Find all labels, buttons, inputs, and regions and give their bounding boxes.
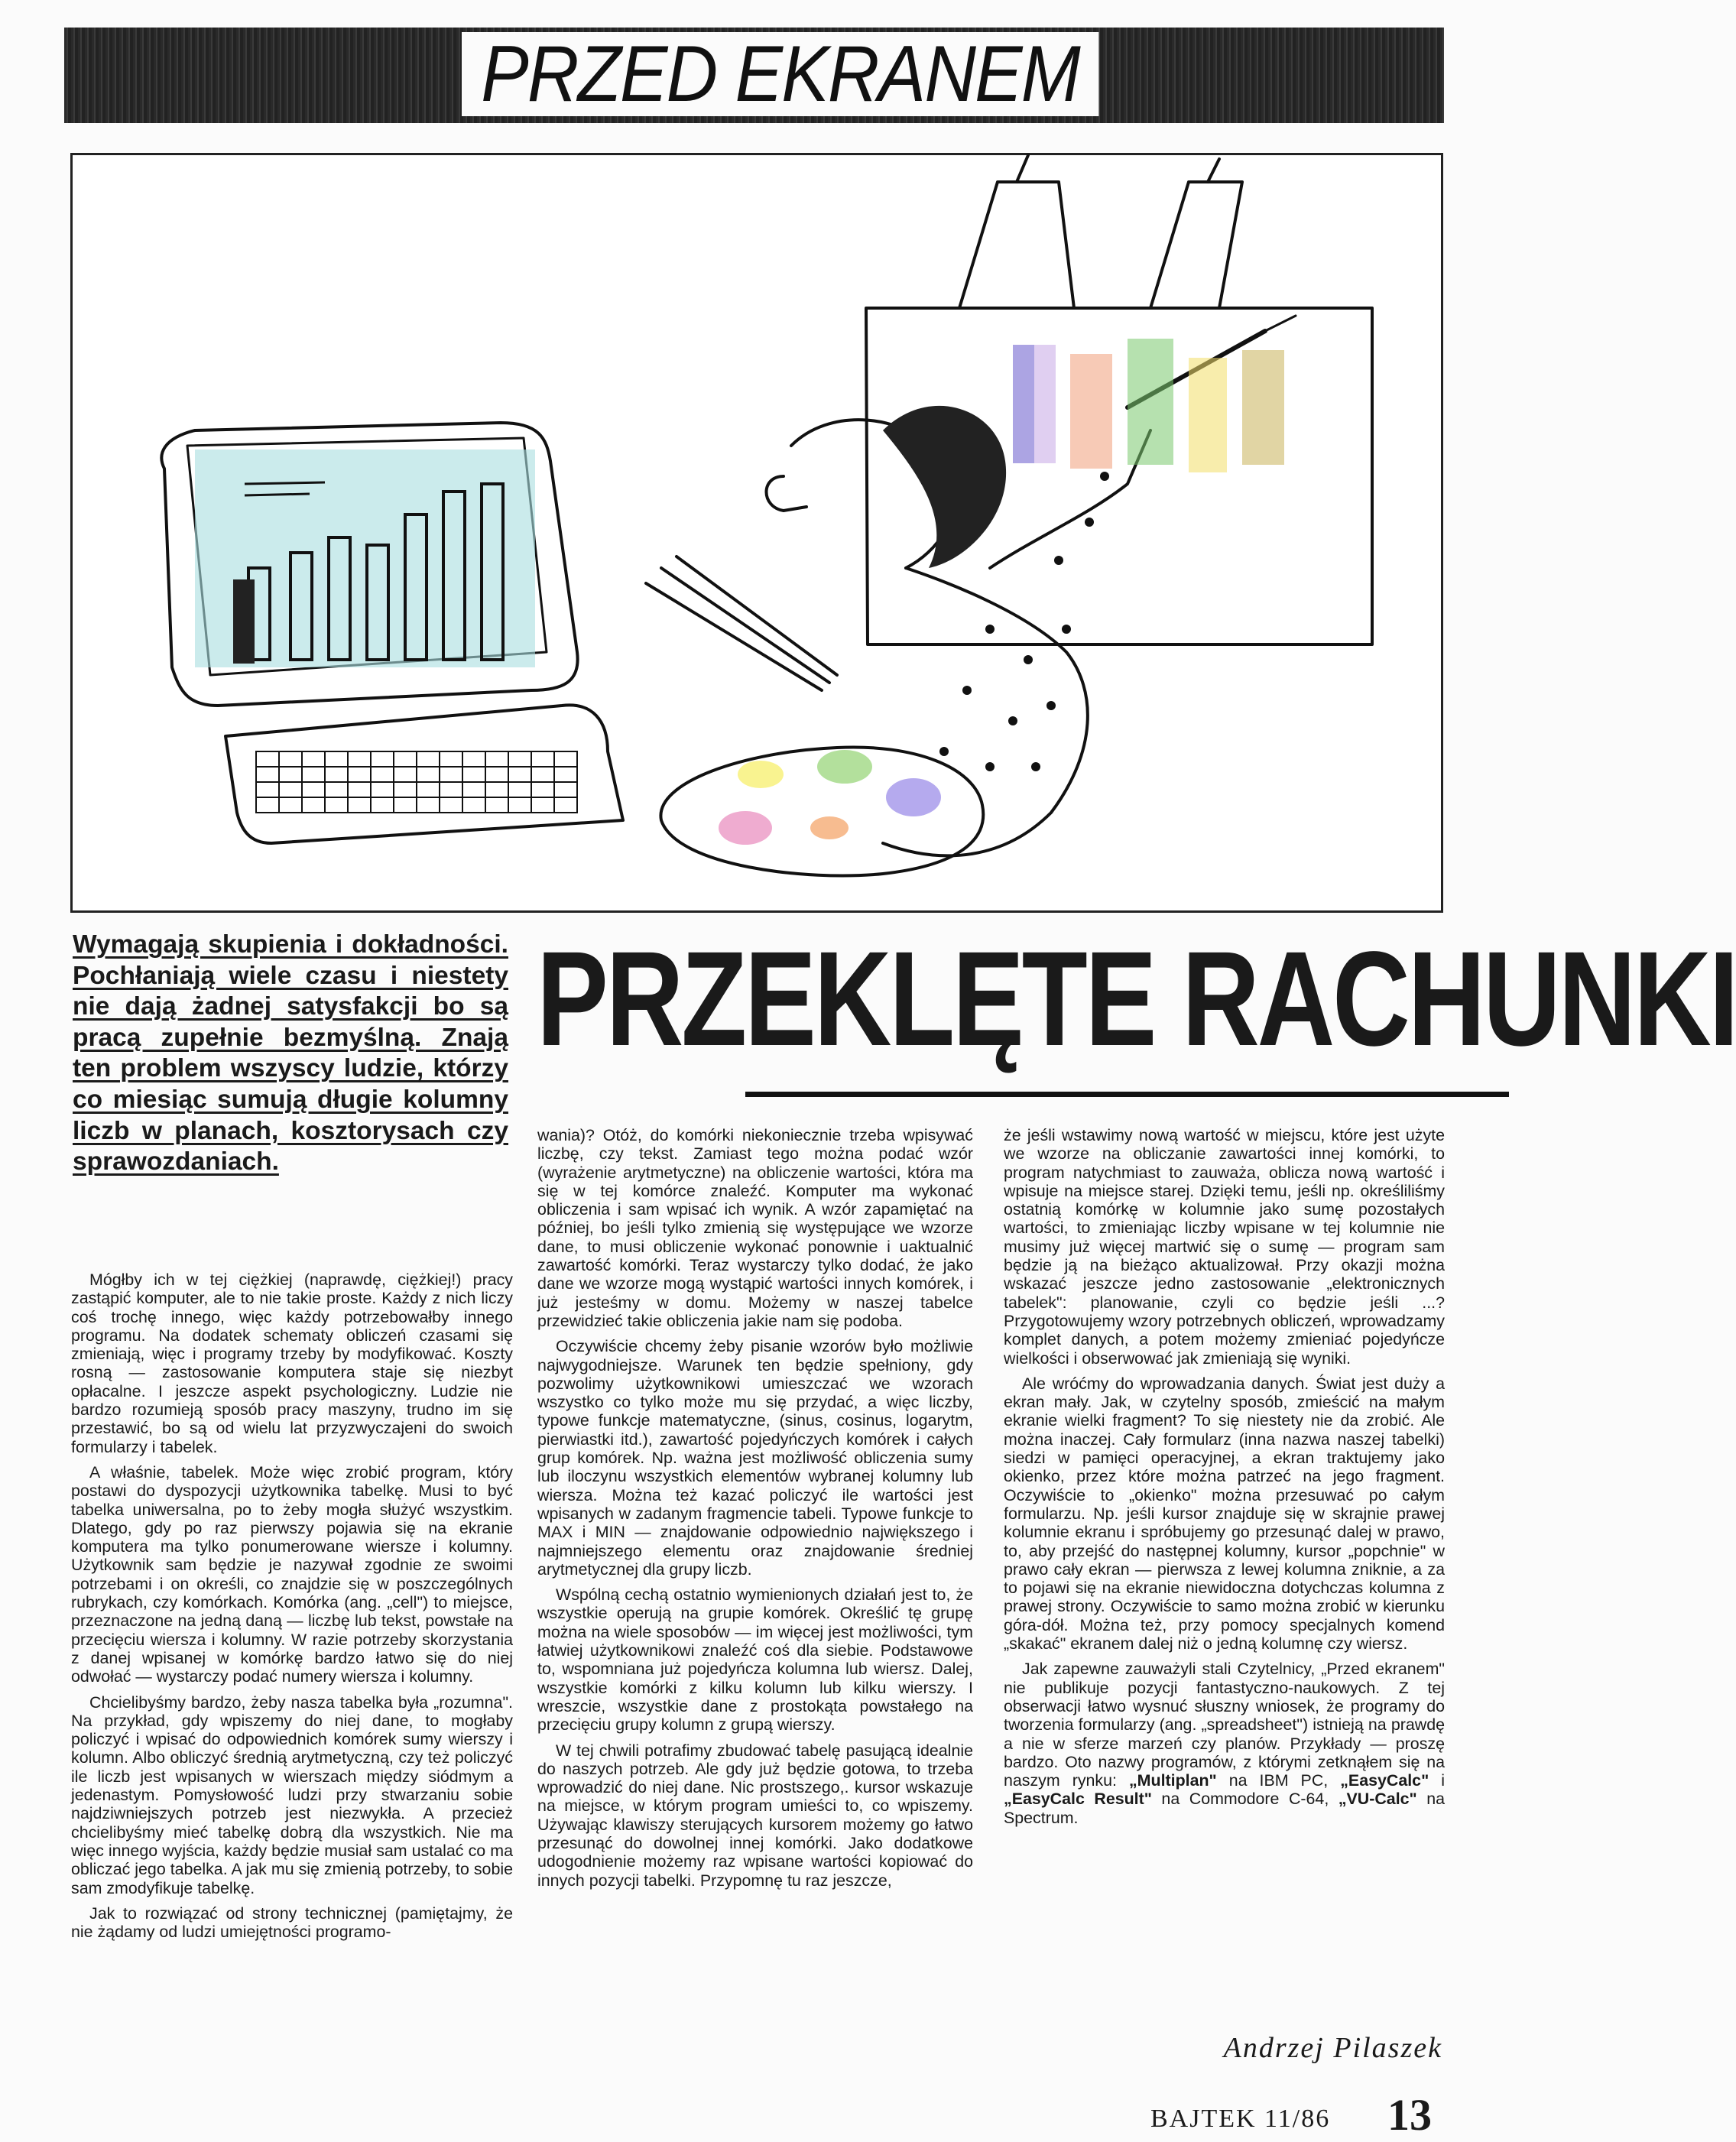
article-headline: PRZEKLĘTE RACHUNKI <box>537 924 1736 1074</box>
program-name: „EasyCalc" <box>1340 1771 1429 1790</box>
lead-paragraph: Wymagają skupienia i dokładności. Pochłaniają wiele czasu i niestety nie dają żadnej satysfakcji bo są pracą zupełnie bezmyślną. Znają ten problem wszyscy ludzie, którzy co miesiąc sumują długie kolumny liczb w planach, kosztorysach czy sprawozdaniach. <box>73 930 508 1176</box>
paragraph: Wspólną cechą ostatnio wymienionych działań jest to, że wszystkie operują na grupie komórek. Określić tę grupę można na wiele sposobów — im więcej jest możliwości, tym łatwiej użytkownikowi znaleźć coś dla siebie. Podstawowe to, wspomniana już pojedyńcza kolumna lub wiersz. Dalej, wszystkie komórki z kilku kolumn lub kilku wierszy. I wreszcie, wszystkie dane z prostokąta powstałego na przecięciu grupy kolumn z grupą wierszy. <box>537 1585 973 1735</box>
illustration-painter-computer <box>70 153 1443 913</box>
paragraph: Jak to rozwiązać od strony technicznej (pamiętajmy, że nie żądamy od ludzi umiejętności programo- <box>71 1903 513 1942</box>
column-2 <box>537 1126 973 1890</box>
headline-rule <box>745 1092 1509 1097</box>
column-3 <box>1004 1126 1445 1827</box>
footer-magazine: BAJTEK 11/86 <box>1150 2105 1331 2133</box>
paragraph: Ale wróćmy do wprowadzania danych. Świat jest duży a ekran mały. Jak, w czytelny sposób, zmieścić na małym ekranie wielki fragment? To się niestety nie da zrobić. Ale można inaczej. Cały formularz (inna nazwa naszej tabelki) siedzi w pamięci operacyjnej, a ekran traktujemy jako okienko, przez które można patrzeć na jego fragment. Oczywiście to „okienko" można przesuwać po całym formularzu. Np. jeśli kursor znajduje się w skrajnie prawej kolumnie ekranu i spróbujemy go przesunąć dalej w prawo, to, aby przejść do następnej kolumny, kursor „popchnie" w prawo cały ekran — pierwsza z lewej kolumna zniknie, a za to pojawi się na ekranie niewidoczna dotychczas kolumna z prawej strony. Oczywiście to samo można zrobić w kierunku góra-dół. Można też, przy pomocy specjalnych komend „skakać" ekranem dalej niż o jedną kolumnę czy wiersz. <box>1004 1374 1445 1654</box>
paragraph: Mógłby ich w tej ciężkiej (naprawdę, ciężkiej!) pracy zastąpić komputer, ale to nie takie proste. Każdy z nich liczy coś trochę innego, więc każdy potrzebowałby innego programu. Na dodatek schematy obliczeń czasami się zmieniają, więc i programy trzeby by modyfikować. Koszty rosną — zastosowanie komputera staje się niezbyt opłacalne. I jeszcze aspekt psychologiczny. Ludzie nie bardzo rozumieją sposób pracy maszyny, trudno im się przestawić, bo są od wielu lat przyzwyczajeni do swoich formularzy i tabelek. <box>71 1271 513 1456</box>
section-title: PRZED EKRANEM <box>462 32 1098 116</box>
program-name: „EasyCalc Result" <box>1004 1790 1152 1809</box>
text-run: Jak zapewne zauważyli stali Czytelnicy, „Przed ekranem" nie publikuje pozycji fantastyczno-naukowych. Z tej obserwacji łatwo wysnuć słuszny wniosek, że programy do tworzenia formularzy (ang. „spreadsheet") istnieją na prawdę a nie w sferze marzeń czy planów. Przykłady — proszę bardzo. Oto nazwy programów, z którymi zetknąłem się na naszym rynku: <box>1004 1660 1445 1790</box>
paragraph: wania)? Otóż, do komórki niekoniecznie trzeba wpisywać liczbę, czy tekst. Zamiast tego można podać wzór (wyrażenie arytmetyczne) na obliczenie wartości, która ma się w tej komórce znaleźć. Komputer ma wykonać obliczenia i sam wpisać ich wynik. A wzór zapamiętać na później, bo jeśli tylko zmienią się występujące we wzorze dane, to musi obliczenie wykonać ponownie i uaktualnić zawartość komórki. Teraz wystarczy tylko dodać, że jako dane we wzorze mogą wystąpić wartości innych komórek, i już jesteśmy w domu. Możemy w naszej tabelce przewidzieć takie obliczenia jakie nam się podoba. <box>537 1126 973 1330</box>
paragraph: A właśnie, tabelek. Może więc zrobić program, który postawi do dyspozycji użytkownika tabelkę. Musi to być tabelka uniwersalna, po to żeby mogła służyć wszystkim. Dlatego, gdy po raz pierwszy pojawia się na ekranie komputera ma tylko ponumerowane wiersze i kolumny. Użytkownik sam będzie je nazywał zgodnie ze swoimi potrzebami i on określi, co znajdzie się w poszczególnych rubrykach, czy komórkach. Komórka (ang. „cell") to miejsce, przeznaczone na jedną daną — liczbę lub tekst, powstałe na przecięciu wiersza i kolumny. W razie potrzeby skorzystania z danej wpisanej w komórkę bardzo łatwo się do niej odwołać — wystarczy podać numery wiersza i kolumny. <box>71 1462 513 1686</box>
paragraph: że jeśli wstawimy nową wartość w miejscu, które jest użyte we wzorze na obliczanie zawartości innej komórki, to program natychmiast to zauważa, oblicza nową wartość i wpisuje na miejsce starej. Dzięki temu, jeśli np. określiliśmy ostatnią komórkę w kolumnie jako sumę pozostałych wartości, to zmieniając liczby wpisane w tej kolumnie nie musimy już więcej martwić się o sumę — program sam będzie ją na bieżąco aktualizował. Przy okazji można wskazać jeszcze jedno zastosowanie „elektronicznych tabelek": planowanie, czyli co będzie jeśli ...? Przygotowujemy wzory potrzebnych obliczeń, wprowadzamy komplet danych, a potem możemy zmieniać pojedyńcze wielkości i obserwować jak zmieniają się wyniki. <box>1004 1126 1445 1368</box>
program-name: „Multiplan" <box>1128 1771 1217 1790</box>
column-1 <box>71 1271 513 1941</box>
paragraph-programs <box>1004 1660 1445 1827</box>
paragraph: Chcielibyśmy bardzo, żeby nasza tabelka była „rozumna". Na przykład, gdy wpiszemy do niej dane, to mogłaby policzyć i wpisać do odpowiednich komórek sumy wierszy i kolumn. Albo obliczyć średnią arytmetyczną, czy też policzyć ile liczb jest wpisanych w wierszach między siódmym a jedenastym. Pomysłowość ludzi przy stwarzaniu sobie najdziwniejszych potrzeb jest niezwykła. A przecież chcielibyśmy mieć tabelkę dobrą dla wszystkich. Nie ma więc innego wyjścia, każdy będzie musiał sam ustalać co ma obliczać jego tabelka. A jak mu się zmienią potrzeby, to sobie sam zmodyfikuje tabelkę. <box>71 1693 513 1897</box>
cartoon-drawing <box>73 155 1441 910</box>
section-banner <box>64 28 1444 123</box>
page-number: 13 <box>1387 2090 1432 2140</box>
text-run: na Commodore C-64, <box>1151 1790 1339 1809</box>
author-signature: Andrzej Pilaszek <box>1223 2032 1442 2064</box>
paragraph: W tej chwili potrafimy zbudować tabelę pasującą idealnie do naszych potrzeb. Ale gdy już będzie gotowa, to trzeba wprowadzić do niej dane. Nic prostszego,. kursor wskazuje na miejsce, w którym program umieści to, co wpiszemy. Używając klawiszy sterujących kursorem możemy go łatwo przesunąć do dowolnej innej komórki. Jako dodatkowe udogodnienie możemy raz wpisane wartości kopiować do innych pozycji tabelki. Przypomnę tu raz jeszcze, <box>537 1741 973 1890</box>
paragraph: Oczywiście chcemy żeby pisanie wzorów było możliwie najwygodniejsze. Warunek ten będzie spełniony, gdy pozwolimy użytkownikowi umieszczać we wzorach wszystko co tylko może mu się przydać, a więc liczby, typowe funkcje matematyczne, (sinus, cosinus, logarytm, pierwiastki itd.), zawartość pojedyńczych komórek i całych grup komórek. Np. ważna jest możliwość obliczenia sumy lub iloczynu wszystkich elementów wybranej kolumny lub wiersza. Można też kazać policzyć ile wartości jest wpisanych w zadanym fragmencie tabeli. Typowe funkcje to MAX i MIN — znajdowanie odpowiednio największego i najmniejszego elementu oraz znajdowanie średniej arytmetycznej dla grupy liczb. <box>537 1337 973 1579</box>
text-run: na IBM PC, <box>1216 1771 1341 1790</box>
text-run: na Spectrum. <box>1004 1790 1445 1827</box>
program-name: „VU-Calc" <box>1338 1790 1417 1809</box>
text-run: i <box>1429 1771 1445 1790</box>
